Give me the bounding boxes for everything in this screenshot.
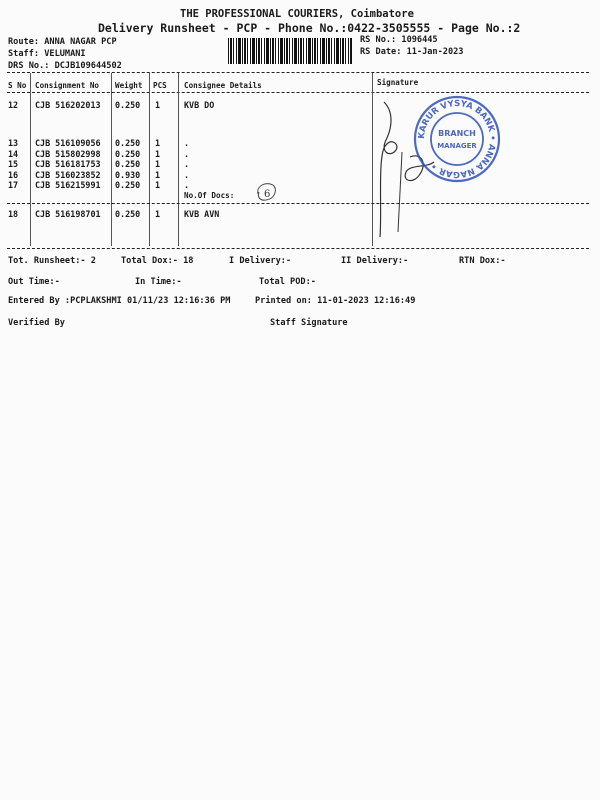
- barcode: [228, 38, 352, 64]
- row-sno: 13: [8, 138, 19, 148]
- row-weight: 0.250: [115, 180, 141, 190]
- rtn-dox: RTN Dox:-: [459, 256, 506, 266]
- entered-by: Entered By :PCPLAKSHMI 01/11/23 12:16:36 PM: [8, 296, 231, 306]
- route-label: Route: ANNA NAGAR PCP: [8, 37, 117, 47]
- ii-delivery: II Delivery:-: [341, 256, 409, 266]
- out-time: Out Time:-: [8, 277, 60, 287]
- row-pcs: 1: [155, 149, 161, 159]
- row-pcs: 1: [155, 209, 161, 219]
- row-weight: 0.250: [115, 209, 141, 219]
- row-consignment: CJB 516198701: [35, 209, 101, 219]
- row-consignee: .: [184, 149, 190, 159]
- verified-by: Verified By: [8, 318, 65, 328]
- bank-stamp: [412, 94, 502, 184]
- col-header-sno: S No: [8, 81, 27, 90]
- row-sno: 16: [8, 170, 19, 180]
- col-header-signature: Signature: [377, 78, 419, 87]
- staff-signature: Staff Signature: [270, 318, 348, 328]
- handwritten-circle: [254, 180, 278, 204]
- no-of-docs-label: No.Of Docs:: [184, 191, 235, 200]
- drs-number: DRS No.: DCJB109644502: [8, 61, 122, 71]
- total-dox: Total Dox:- 18: [121, 256, 194, 266]
- row-sno: 12: [8, 100, 19, 110]
- table-header-rule: [7, 92, 589, 93]
- printed-on: Printed on: 11-01-2023 12:16:49: [255, 296, 416, 306]
- stamp-center-bottom: MANAGER: [437, 142, 477, 150]
- col-divider: [178, 73, 179, 246]
- row-consignment: CJB 516023852: [35, 170, 101, 180]
- row-pcs: 1: [155, 159, 161, 169]
- in-time: In Time:-: [135, 277, 182, 287]
- row-consignee: .: [184, 170, 190, 180]
- table-top-rule: [7, 72, 589, 73]
- row-pcs: 1: [155, 170, 161, 180]
- col-header-consignment: Consignment No: [35, 81, 100, 90]
- row-consignment: CJB 516109056: [35, 138, 101, 148]
- row-consignee: .: [184, 159, 190, 169]
- row-weight: 0.250: [115, 149, 141, 159]
- row-group-rule: [7, 203, 589, 204]
- i-delivery: I Delivery:-: [229, 256, 292, 266]
- row-pcs: 1: [155, 138, 161, 148]
- row-consignee: .: [184, 138, 190, 148]
- company-title: THE PROFESSIONAL COURIERS, Coimbatore: [180, 8, 414, 20]
- table-bottom-rule: [7, 248, 589, 249]
- row-pcs: 1: [155, 100, 161, 110]
- row-sno: 14: [8, 149, 19, 159]
- col-header-consignee: Consignee Details: [184, 81, 262, 90]
- row-sno: 17: [8, 180, 19, 190]
- stamp-center-top: BRANCH: [438, 129, 476, 138]
- rs-number: RS No.: 1096445: [360, 35, 438, 45]
- col-header-weight: Weight: [115, 81, 143, 90]
- row-consignment: CJB 516202013: [35, 100, 101, 110]
- col-divider: [111, 73, 112, 246]
- col-divider: [30, 73, 31, 246]
- row-consignee: KVB AVN: [184, 209, 220, 219]
- total-runsheet: Tot. Runsheet:- 2: [8, 256, 96, 266]
- row-consignment: CJB 516181753: [35, 159, 101, 169]
- col-header-pcs: PCS: [153, 81, 167, 90]
- row-weight: 0.930: [115, 170, 141, 180]
- row-weight: 0.250: [115, 138, 141, 148]
- stamp-ring-text: KARUR VYSYA BANK • ANNA NAGAR •: [416, 98, 498, 180]
- row-pcs: 1: [155, 180, 161, 190]
- row-sno: 15: [8, 159, 19, 169]
- total-pod: Total POD:-: [259, 277, 316, 287]
- col-divider: [149, 73, 150, 246]
- row-sno: 18: [8, 209, 19, 219]
- row-weight: 0.250: [115, 159, 141, 169]
- sheet-title: Delivery Runsheet - PCP - Phone No.:0422-3505555 - Page No.:2: [98, 21, 521, 35]
- row-weight: 0.250: [115, 100, 141, 110]
- row-consignee: KVB DO: [184, 100, 215, 110]
- staff-label: Staff: VELUMANI: [8, 49, 86, 59]
- rs-date: RS Date: 11-Jan-2023: [360, 47, 464, 57]
- row-consignment: CJB 515802998: [35, 149, 101, 159]
- no-of-docs-handwritten: 6: [264, 189, 271, 200]
- row-consignment: CJB 516215991: [35, 180, 101, 190]
- row-consignee: .: [184, 180, 190, 190]
